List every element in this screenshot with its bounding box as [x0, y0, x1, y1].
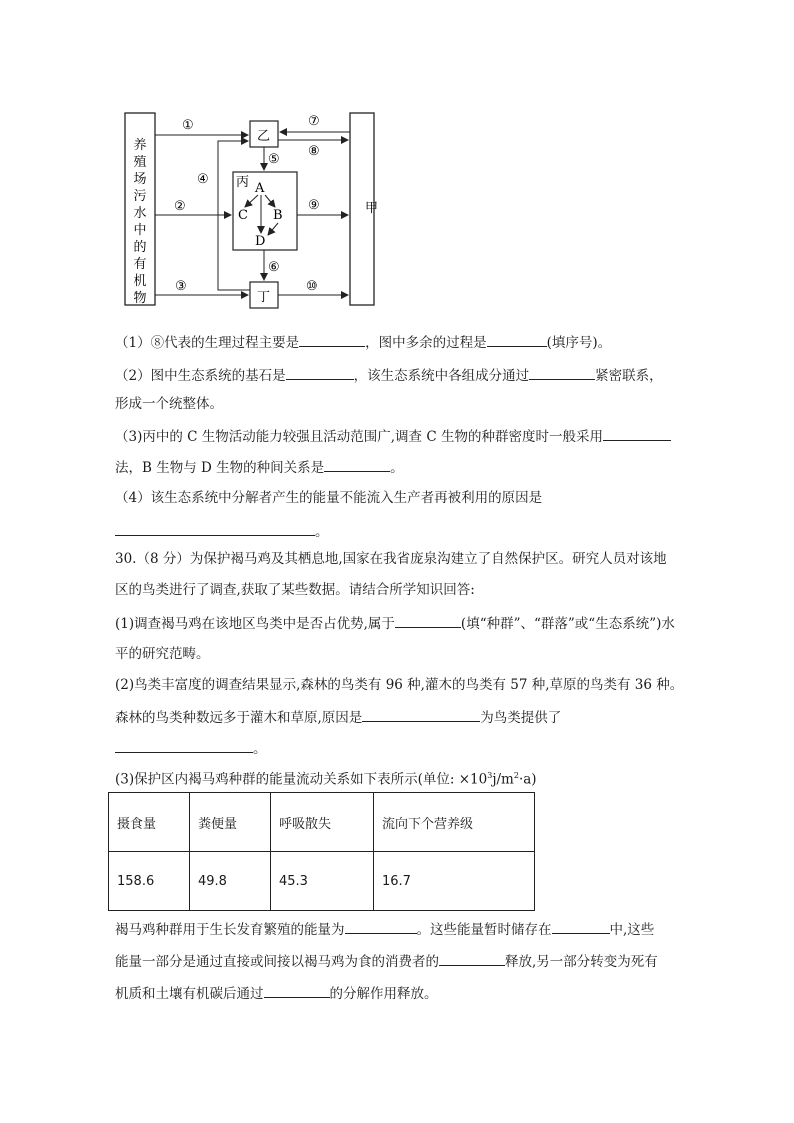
q29-line-4: （3)丙中的 C 生物活动能力较强且活动范围广,调查 C 生物的种群密度时一般采用 — [115, 425, 671, 447]
table-cell: 49.8 — [190, 852, 271, 911]
answer-blank[interactable] — [115, 737, 253, 753]
answer-blank[interactable] — [324, 456, 390, 472]
q30-intro-1: 30.（8 分）为保护褐马鸡及其栖息地,国家在我省庞泉沟建立了自然保护区。研究人员对该地 — [115, 551, 667, 567]
answer-blank[interactable] — [286, 364, 354, 380]
label-4: ④ — [197, 172, 209, 187]
label-5: ⑤ — [268, 152, 280, 167]
q29-line-6: （4）该生态系统中分解者产生的能量不能流入生产者再被利用的原因是 — [115, 490, 543, 506]
q30-part2-line-3: 。 — [115, 737, 267, 759]
q30-part2-line-2: 森林的鸟类种数远多于灌木和草原,原因是 为鸟类提供了 — [115, 706, 561, 728]
table-header-cell: 粪便量 — [190, 793, 271, 852]
table-cell: 158.6 — [109, 852, 190, 911]
bing-label: 丙 — [236, 175, 250, 190]
answer-blank[interactable] — [552, 918, 610, 934]
q29-line-2: （2）图中生态系统的基石是 ，该生态系统中各组成分通过 紧密联系， — [115, 364, 663, 386]
label-6: ⑥ — [268, 260, 280, 275]
q29-line-3: 形成一个统整体。 — [115, 396, 223, 412]
table-header-cell: 摄食量 — [109, 793, 190, 852]
ding-label: 丁 — [257, 290, 271, 305]
jia-label: 甲 — [365, 201, 379, 216]
q30-part3-line-3: 能量一部分是通过直接或间接以褐马鸡为食的消费者的 释放,另一部分转变为死有 — [115, 950, 658, 972]
ecosystem-diagram — [120, 105, 390, 315]
q30-part2-line-1: (2)鸟类丰富度的调查结果显示,森林的鸟类有 96 种,灌木的鸟类有 57 种,草原的鸟类有 36 种。 — [115, 677, 684, 693]
answer-blank[interactable] — [395, 612, 461, 628]
label-9: ⑨ — [308, 198, 320, 213]
table-header-cell: 流向下个营养级 — [374, 793, 535, 852]
svg-text:污: 污 — [133, 189, 147, 204]
label-1: ① — [182, 118, 194, 133]
q30-part1-line-1: (1)调查褐马鸡在该地区鸟类中是否占优势,属于 (填“种群”、“群落”或“生态系统”)水 — [115, 612, 675, 634]
answer-blank[interactable] — [603, 425, 671, 441]
answer-blank[interactable] — [362, 706, 480, 722]
label-7: ⑦ — [308, 114, 320, 129]
table-cell: 16.7 — [374, 852, 535, 911]
energy-table — [108, 792, 535, 911]
q29-line-1: （1）⑧代表的生理过程主要是 ，图中多余的过程是 (填序号)。 — [115, 331, 611, 353]
label-8: ⑧ — [308, 144, 320, 159]
q30-part3-line-1: (3)保护区内褐马鸡种群的能量流动关系如下表所示(单位: $\times 10^3j/m^2\cdot a$) — [115, 771, 537, 788]
table-cell: 45.3 — [271, 852, 374, 911]
svg-text:水: 水 — [133, 206, 147, 221]
svg-text:物: 物 — [133, 291, 147, 306]
answer-blank[interactable] — [439, 950, 505, 966]
label-3: ③ — [175, 279, 187, 294]
node-c: C — [238, 208, 248, 223]
svg-text:养: 养 — [133, 138, 147, 153]
svg-text:场: 场 — [133, 172, 147, 187]
answer-blank[interactable] — [345, 918, 417, 934]
answer-blank[interactable] — [487, 331, 547, 347]
yi-label: 乙 — [257, 129, 271, 144]
node-a: A — [255, 181, 265, 196]
node-b: B — [273, 208, 283, 223]
source-label — [133, 138, 146, 306]
q30-intro-2: 区的鸟类进行了调查,获取了某些数据。请结合所学知识回答: — [115, 582, 475, 598]
answer-blank[interactable] — [115, 520, 315, 536]
node-d: D — [255, 234, 266, 249]
answer-blank[interactable] — [264, 982, 330, 998]
answer-blank[interactable] — [299, 331, 365, 347]
svg-text:的: 的 — [133, 240, 147, 255]
table-row — [109, 852, 535, 911]
svg-text:机: 机 — [133, 274, 147, 289]
svg-text:中: 中 — [133, 223, 147, 238]
svg-text:殖: 殖 — [133, 155, 147, 170]
q29-line-5: 法，B 生物与 D 生物的种间关系是 。 — [115, 456, 404, 478]
q30-part3-line-4: 机质和土壤有机碳后通过 的分解作用释放。 — [115, 982, 438, 1004]
diagram-svg — [120, 105, 390, 315]
answer-blank[interactable] — [529, 364, 595, 380]
q30-part1-line-2: 平的研究范畴。 — [115, 646, 210, 662]
table-header-cell: 呼吸散失 — [271, 793, 374, 852]
svg-text:有: 有 — [133, 257, 147, 272]
q29-line-7: 。 — [115, 520, 329, 542]
label-2: ② — [174, 199, 186, 214]
q30-part3-line-2: 褐马鸡种群用于生长发育繁殖的能量为 。这些能量暂时储存在 中,这些 — [115, 918, 654, 940]
table-header-row — [109, 793, 535, 852]
label-10: ⑩ — [306, 279, 318, 294]
